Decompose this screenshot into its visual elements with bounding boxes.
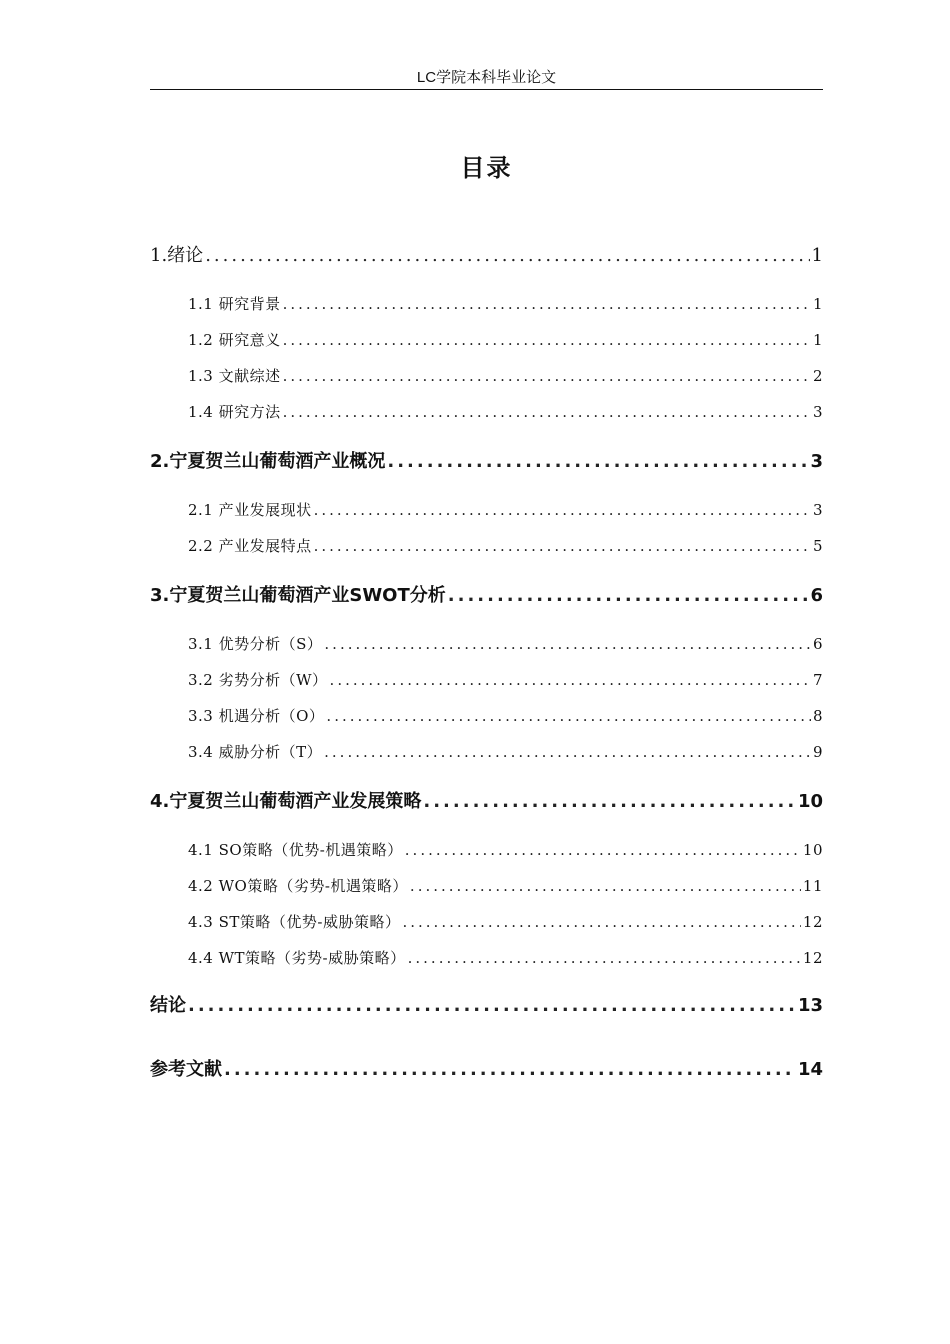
toc-entry-label: 3.4 威胁分析（T） <box>188 743 323 761</box>
toc-entry[interactable] <box>150 244 823 268</box>
toc-entry-page-number: 6 <box>810 585 823 606</box>
toc-entry-label: 1.绪论 <box>150 245 204 266</box>
toc-entry[interactable] <box>188 706 823 726</box>
toc-entry-label: 2.宁夏贺兰山葡萄酒产业概况 <box>150 451 386 472</box>
toc-entry[interactable] <box>150 790 823 814</box>
toc-dot-leader <box>205 244 809 268</box>
toc-dot-leader <box>410 876 801 896</box>
toc-entry-label: 参考文献 <box>150 1059 222 1080</box>
toc-dot-leader <box>224 1058 796 1082</box>
toc-entry-page-number: 1 <box>811 245 823 266</box>
toc-entry[interactable] <box>188 402 823 422</box>
toc-entry-page-number: 3 <box>810 451 823 472</box>
toc-entry[interactable] <box>188 912 823 932</box>
toc-dot-leader <box>448 584 809 608</box>
toc-dot-leader <box>283 366 811 386</box>
toc-entry[interactable] <box>188 536 823 556</box>
toc-entry-label: 结论 <box>150 995 186 1016</box>
toc-entry-label: 3.2 劣势分析（W） <box>188 671 328 689</box>
toc-entry[interactable] <box>188 670 823 690</box>
toc-entry-label: 4.3 ST策略（优势-威胁策略） <box>188 913 401 931</box>
toc-entry[interactable] <box>188 294 823 314</box>
toc-entry-label: 3.宁夏贺兰山葡萄酒产业SWOT分析 <box>150 585 446 606</box>
toc-entry[interactable] <box>150 1058 823 1082</box>
toc-entry-page-number: 12 <box>802 913 823 931</box>
toc-dot-leader <box>387 450 808 474</box>
toc-dot-leader <box>283 294 811 314</box>
toc-entry[interactable] <box>188 742 823 762</box>
toc-entry-page-number: 10 <box>797 791 823 812</box>
toc-entry-label: 4.1 SO策略（优势-机遇策略） <box>188 841 403 859</box>
toc-dot-leader <box>330 670 811 690</box>
toc-dot-leader <box>188 994 796 1018</box>
toc-entry[interactable] <box>188 634 823 654</box>
toc-entry-label: 1.1 研究背景 <box>188 295 281 313</box>
toc-dot-leader <box>324 634 811 654</box>
toc-entry-page-number: 1 <box>812 295 823 313</box>
page-header: LC学院本科毕业论文 <box>150 68 823 90</box>
toc-entry[interactable] <box>188 330 823 350</box>
toc-entry-label: 2.2 产业发展特点 <box>188 537 312 555</box>
toc-dot-leader <box>314 536 811 556</box>
toc-dot-leader <box>283 330 811 350</box>
toc-entry[interactable] <box>150 994 823 1018</box>
toc-entry-page-number: 9 <box>812 743 823 761</box>
toc-dot-leader <box>423 790 796 814</box>
toc-entry-label: 4.2 WO策略（劣势-机遇策略） <box>188 877 408 895</box>
toc-entry-label: 1.3 文献综述 <box>188 367 281 385</box>
toc-entry[interactable] <box>188 948 823 968</box>
toc-entry-label: 1.4 研究方法 <box>188 403 281 421</box>
toc-entry[interactable] <box>188 876 823 896</box>
toc-entry-page-number: 7 <box>812 671 823 689</box>
toc-entry-page-number: 2 <box>812 367 823 385</box>
toc-entry-page-number: 13 <box>797 995 823 1016</box>
toc-entry[interactable] <box>188 500 823 520</box>
toc-dot-leader <box>402 912 800 932</box>
toc-entry-page-number: 11 <box>802 877 823 895</box>
toc-entry-page-number: 14 <box>797 1059 823 1080</box>
toc-entry-page-number: 6 <box>812 635 823 653</box>
toc-dot-leader <box>283 402 811 422</box>
toc-entry[interactable] <box>150 450 823 474</box>
toc-entry-page-number: 12 <box>802 949 823 967</box>
toc-dot-leader <box>324 742 811 762</box>
toc-entry-page-number: 1 <box>812 331 823 349</box>
toc-entry[interactable] <box>188 840 823 860</box>
toc-entry-page-number: 5 <box>812 537 823 555</box>
toc-entry-label: 2.1 产业发展现状 <box>188 501 312 519</box>
toc-entry-label: 3.1 优势分析（S） <box>188 635 323 653</box>
toc-entry-label: 3.3 机遇分析（O） <box>188 707 325 725</box>
toc-entry[interactable] <box>188 366 823 386</box>
toc-entry-page-number: 3 <box>812 501 823 519</box>
toc-dot-leader <box>326 706 811 726</box>
toc-dot-leader <box>314 500 811 520</box>
toc-dot-leader <box>405 840 801 860</box>
toc-entry[interactable] <box>150 584 823 608</box>
toc-dot-leader <box>408 948 801 968</box>
toc-entry-page-number: 8 <box>812 707 823 725</box>
toc-entry-label: 4.4 WT策略（劣势-威胁策略） <box>188 949 406 967</box>
toc-entry-label: 1.2 研究意义 <box>188 331 281 349</box>
toc-entry-page-number: 10 <box>802 841 823 859</box>
toc-entry-label: 4.宁夏贺兰山葡萄酒产业发展策略 <box>150 791 422 812</box>
toc-entry-page-number: 3 <box>812 403 823 421</box>
toc-title: 目录 <box>460 154 513 182</box>
